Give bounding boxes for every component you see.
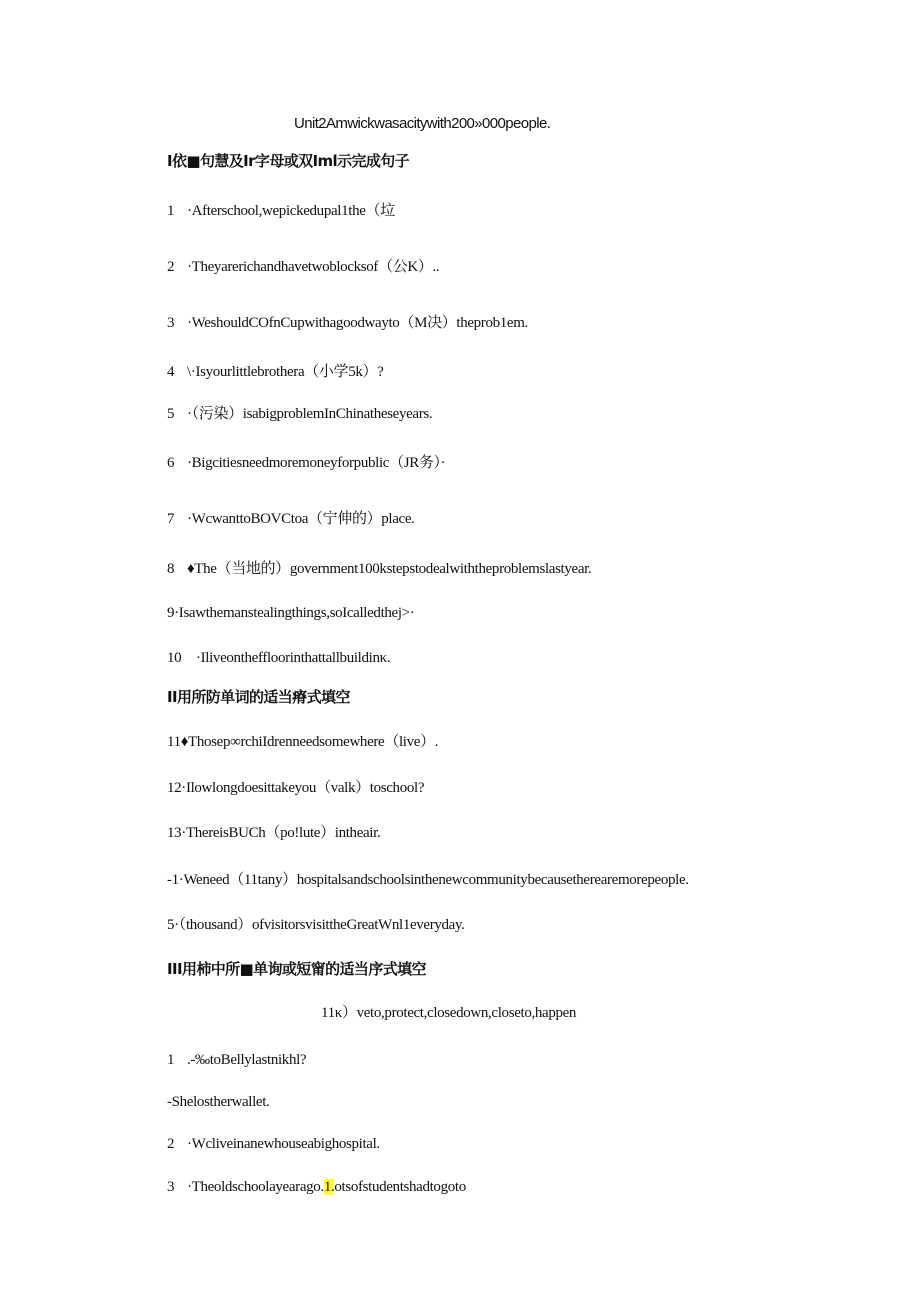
question-text: ·（污染）isabigproblemInChinatheseyears.: [187, 406, 433, 422]
question-number: 3: [167, 315, 175, 331]
page-title: Unit2Amwickwasacitywith200»000people.: [294, 115, 551, 132]
question-10: [167, 651, 390, 666]
section-2-heading: II用所防单词的适当瘠式填空: [167, 688, 350, 706]
question-text: ♦The（当地的）government100kstepstodealwiththeproblemslastyear.: [187, 561, 592, 577]
question-text: ·WcwanttoBOVCtoa（宁伸的）place.: [187, 511, 415, 527]
question-8: [167, 562, 591, 577]
question-text: ·Iliveontheffloorinthattallbuildinκ.: [196, 650, 391, 666]
question-number: 2: [167, 1136, 175, 1152]
question-number: 7: [167, 511, 175, 527]
question-number: 8: [167, 561, 175, 577]
question-3: [167, 316, 528, 331]
highlighted-text: 1.: [323, 1179, 335, 1195]
section-1-heading: I依■句慧及Ir字母或双Iml示完成句子: [167, 152, 410, 170]
section-3-question-1: [167, 1053, 306, 1068]
question-text: .-‰toBellylastnikhl?: [187, 1052, 307, 1068]
question-number: 3: [167, 1179, 175, 1195]
question-text: ·Afterschool,wepickedupal1the（垃: [187, 203, 395, 219]
question-text: 9·Isawthemanstealingthings,soIcalledthej>·: [167, 605, 415, 621]
question-13: 13·ThereisBUCh（po!lute）intheair.: [167, 825, 381, 841]
question-number: 2: [167, 259, 175, 275]
question-7: [167, 512, 415, 527]
question-number: 1: [167, 1052, 175, 1068]
section-3-heading: III用柿中所■单询或短甯的适当序式填空: [167, 960, 426, 978]
question-number: 10: [167, 650, 182, 666]
question-text-continued: otsofstudentshadtogoto: [334, 1179, 466, 1195]
question-number: 1: [167, 203, 175, 219]
question-6: [167, 456, 445, 471]
question-14: -1·Weneed（11tany）hospitalsandschoolsinthenewcommunitybecausetherearemorepeople.: [167, 872, 689, 888]
question-text: ·Bigcitiesneedmoremoneyforpublic（JR务）·: [187, 455, 446, 471]
question-number: 4: [167, 364, 175, 380]
question-9: [167, 606, 414, 621]
word-bank: 11κ）veto,protect,closedown,closeto,happen: [321, 1005, 577, 1021]
question-4: [167, 365, 383, 380]
question-text: ·Wcliveinanewhouseabighospital.: [187, 1136, 380, 1152]
section-3-question-2: [167, 1137, 380, 1152]
question-12: 12·Ilowlongdoesittakeyou（valk）toschool?: [167, 780, 425, 796]
question-5: [167, 407, 432, 422]
section-3-answer-1: -Shelostherwallet.: [167, 1094, 270, 1110]
question-1: [167, 204, 395, 219]
question-text: ·Theyarerichandhavetwoblocksof（公K）..: [187, 259, 440, 275]
question-number: 6: [167, 455, 175, 471]
question-11: 11♦Thosep∞rchiIdrenneedsomewhere（live）.: [167, 734, 439, 750]
question-text: ·WeshouldCOfnCupwithagoodwayto（M决）theprob1em.: [187, 315, 528, 331]
section-3-question-3: [167, 1180, 466, 1195]
question-15: 5·（thousand）ofvisitorsvisittheGreatWnl1everyday.: [167, 917, 465, 933]
question-text: \·Isyourlittlebrothera（小学5k）?: [187, 364, 384, 380]
question-2: [167, 260, 439, 275]
question-text: ·Theoldschoolayearago.: [187, 1179, 324, 1195]
question-number: 5: [167, 406, 175, 422]
